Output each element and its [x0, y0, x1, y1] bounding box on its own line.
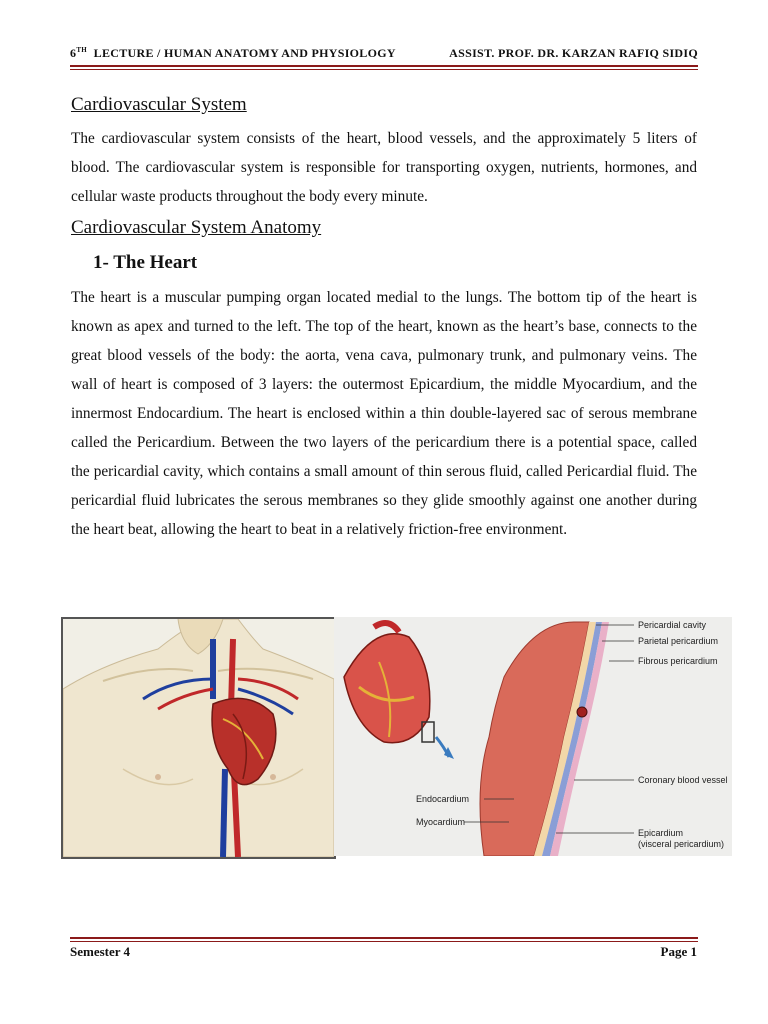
header-rule-thick [70, 65, 698, 67]
label-visceral-pericardium: (visceral pericardium) [638, 839, 725, 849]
header-lecture [70, 46, 396, 61]
torso-heart-image [63, 619, 334, 857]
label-coronary-blood-vessel: Coronary blood vessel [638, 775, 728, 785]
lecture-number: 6 [70, 46, 77, 60]
subsection-title-heart: 1- The Heart [93, 252, 198, 273]
footer-semester: Semester 4 [70, 944, 131, 959]
section-title-cardiovascular-system: Cardiovascular System [71, 94, 247, 115]
section-title-anatomy: Cardiovascular System Anatomy [71, 217, 322, 238]
page-footer [70, 944, 697, 960]
footer-rule-thin [70, 941, 698, 942]
label-epicardium: Epicardium [638, 828, 684, 838]
label-fibrous-pericardium: Fibrous pericardium [638, 656, 718, 666]
heart-paragraph: The heart is a muscular pumping organ located medial to the lungs. The bottom tip of the heart is known as apex and turned to the left. The top of the heart, known as the heart’s base, connects to the great blood vessels of the body: the aorta, vena cava, pulmonary trunk, and pulmonary veins. The wall of heart is composed of 3 layers: the outermost Epicardium, the middle Myocardium, and the innermost Endocardium. The heart is enclosed within a thin double-layered sac of serous membrane called the Pericardium. Between the two layers of the pericardium there is a potential space, called the pericardial cavity, which contains a small amount of thin serous fluid, called Pericardial fluid. The pericardial fluid lubricates the serous membranes so they glide smoothly against one another during the heart beat, allowing the heart to beat in a relatively friction-free environment. [71, 289, 697, 538]
label-myocardium: Myocardium [416, 817, 466, 827]
label-parietal-pericardium: Parietal pericardium [638, 636, 719, 646]
heart-wall-image [334, 617, 732, 856]
label-pericardial-cavity: Pericardial cavity [638, 620, 707, 630]
footer-page-number: Page 1 [660, 944, 697, 959]
lecture-number-suffix: TH [76, 46, 88, 54]
page-header [70, 46, 698, 61]
intro-paragraph: The cardiovascular system consists of the heart, blood vessels, and the approximately 5 liters of blood. The cardiovascular system is responsible for transporting oxygen, nutrients, hormones, and cellular waste products throughout the body every minute. [71, 130, 697, 205]
heart-wall-diagram [334, 617, 732, 856]
torso-heart-illustration [61, 617, 336, 859]
header-rule-thin [70, 69, 698, 70]
lecture-title: LECTURE / HUMAN ANATOMY AND PHYSIOLOGY [93, 46, 396, 60]
header-author: ASSIST. PROF. DR. KARZAN RAFIQ SIDIQ [449, 46, 698, 60]
label-endocardium: Endocardium [416, 794, 470, 804]
footer-rule-thick [70, 937, 698, 939]
